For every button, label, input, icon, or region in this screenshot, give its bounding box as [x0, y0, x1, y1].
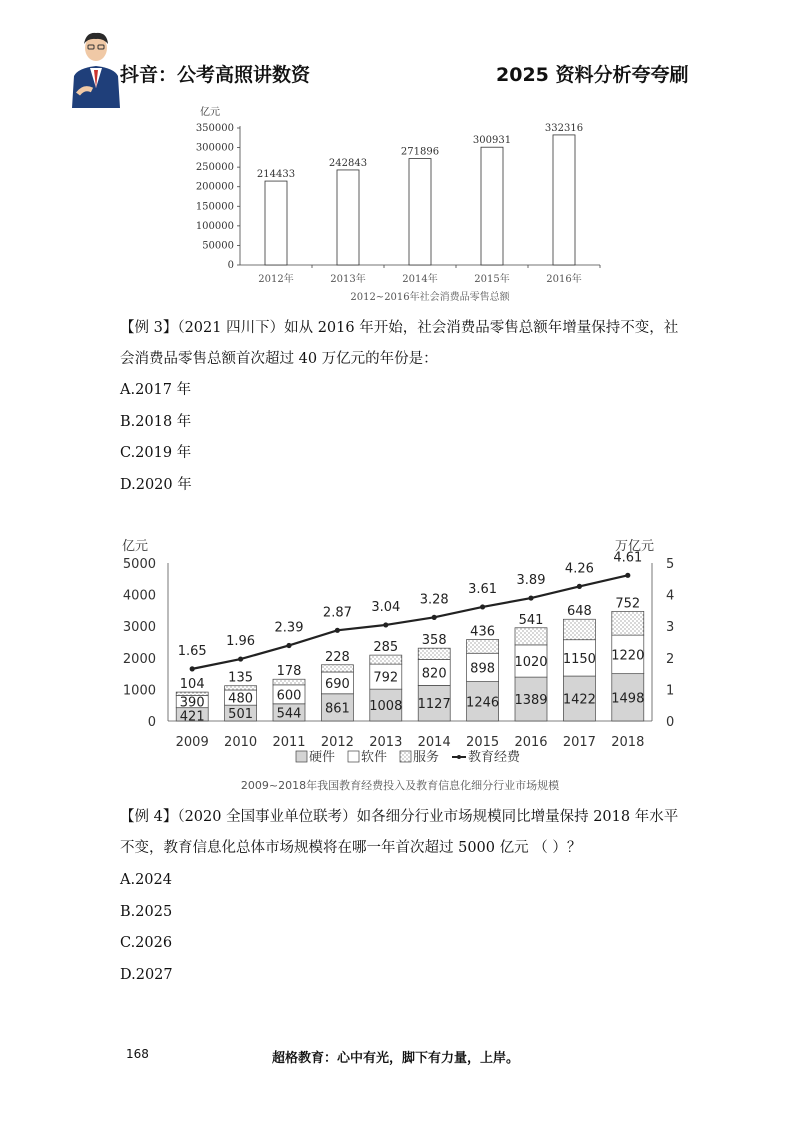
example3-question: 【例 3】（2021 四川下）如从 2016 年开始，社会消费品零售总额年增量保持不变，社会消费品零售总额首次超过 40 万亿元的年份是：	[120, 320, 679, 367]
y-tick-label: 200000	[195, 181, 234, 193]
right-tick-label: 2	[666, 651, 675, 667]
page-number: 168	[126, 1047, 149, 1061]
software-value-label: 600	[276, 688, 302, 704]
education-funding-point	[238, 656, 243, 661]
legend-label: 硬件	[309, 750, 336, 765]
left-tick-label: 4000	[122, 588, 156, 604]
hardware-value-label: 861	[324, 701, 350, 717]
y-tick-label: 50000	[202, 240, 234, 252]
x-tick-label: 2015年	[474, 274, 510, 285]
hardware-value-label: 1008	[369, 699, 403, 715]
education-funding-point	[190, 666, 195, 671]
example4-option-a: A.2024	[120, 872, 172, 888]
education-funding-point	[335, 628, 340, 633]
education-funding-point	[577, 584, 582, 589]
hardware-value-label: 1246	[466, 695, 500, 711]
bar-service	[515, 628, 547, 645]
y-tick-label: 300000	[195, 142, 234, 154]
header-right-title: 2025 资料分析夸夸刷	[496, 64, 689, 86]
page-header	[0, 0, 800, 110]
service-value-label: 285	[373, 640, 399, 656]
legend-label: 服务	[413, 750, 440, 765]
left-tick-label: 2000	[122, 651, 156, 667]
chart-title: 2009~2018年我国教育经费投入及教育信息化细分行业市场规模	[240, 779, 560, 792]
x-tick-label: 2016年	[546, 274, 582, 285]
hardware-value-label: 544	[276, 706, 302, 722]
hardware-value-label: 1389	[514, 693, 548, 709]
presenter-avatar	[68, 28, 124, 108]
service-value-label: 104	[179, 677, 205, 693]
x-tick-label: 2013年	[330, 274, 366, 285]
legend-line-marker	[457, 755, 461, 759]
bar-value-label: 300931	[472, 135, 512, 147]
bar-service	[418, 648, 450, 659]
right-tick-label: 3	[666, 620, 675, 636]
hardware-value-label: 1127	[417, 697, 451, 713]
x-tick-label: 2011	[272, 735, 306, 750]
software-value-label: 390	[179, 695, 205, 711]
x-tick-label: 2013	[369, 735, 403, 750]
legend-swatch	[400, 751, 411, 762]
education-funding-label: 3.89	[516, 573, 546, 589]
bar	[265, 181, 287, 265]
y-tick-label: 250000	[195, 162, 234, 174]
bar	[553, 135, 575, 265]
service-value-label: 135	[228, 670, 254, 686]
x-tick-label: 2016	[514, 735, 548, 750]
education-funding-point	[625, 573, 630, 578]
legend-label: 教育经费	[468, 750, 521, 765]
bar-service	[370, 655, 402, 664]
hardware-value-label: 501	[228, 707, 254, 723]
right-tick-label: 1	[666, 683, 675, 699]
software-value-label: 690	[324, 676, 350, 692]
bar-value-label: 214433	[256, 169, 296, 181]
x-tick-label: 2009	[175, 735, 209, 750]
x-tick-label: 2018	[611, 735, 645, 750]
software-value-label: 480	[228, 691, 254, 707]
example4-option-b: B.2025	[120, 904, 173, 920]
bar-value-label: 332316	[544, 122, 584, 134]
legend-swatch	[296, 751, 307, 762]
software-value-label: 898	[470, 661, 496, 677]
education-funding-point	[480, 604, 485, 609]
bar	[337, 170, 359, 265]
bar-service	[273, 679, 305, 685]
retail-sales-bar-chart	[195, 105, 620, 305]
left-axis-unit: 亿元	[122, 539, 149, 554]
service-value-label: 178	[276, 664, 302, 680]
right-tick-label: 5	[666, 557, 675, 572]
hardware-value-label: 421	[179, 709, 205, 725]
service-value-label: 436	[470, 624, 496, 640]
right-axis-unit: 万亿元	[615, 539, 655, 554]
example4-option-c: C.2026	[120, 935, 173, 951]
service-value-label: 358	[421, 633, 447, 649]
software-value-label: 820	[421, 666, 447, 682]
chart-title: 2012~2016年社会消费品零售总额	[350, 292, 510, 303]
right-tick-label: 4	[666, 588, 675, 604]
y-axis-unit: 亿元	[200, 107, 220, 118]
example3-option-a: A.2017 年	[120, 382, 192, 398]
legend-swatch	[348, 751, 359, 762]
education-funding-label: 2.39	[274, 620, 304, 636]
education-funding-point	[528, 595, 533, 600]
education-funding-point	[383, 622, 388, 627]
hardware-value-label: 1422	[562, 692, 596, 708]
x-tick-label: 2012年	[258, 274, 294, 285]
bar-service	[467, 639, 499, 653]
education-funding-label: 4.61	[613, 550, 643, 566]
footer-slogan: 超格教育：心中有光，脚下有力量，上岸。	[272, 1051, 520, 1066]
example3-option-b: B.2018 年	[120, 414, 192, 430]
software-value-label: 1020	[514, 654, 548, 670]
education-funding-label: 1.96	[226, 634, 256, 650]
bar-service	[225, 686, 257, 690]
service-value-label: 648	[566, 604, 592, 620]
bar	[409, 159, 431, 265]
software-value-label: 1220	[611, 648, 645, 664]
education-funding-label: 3.61	[468, 581, 498, 597]
x-tick-label: 2014	[417, 735, 451, 750]
left-tick-label: 3000	[122, 620, 156, 636]
education-informatization-chart	[110, 534, 690, 796]
hardware-value-label: 1498	[611, 691, 645, 707]
right-tick-label: 0	[666, 715, 675, 730]
education-funding-label: 3.28	[419, 592, 449, 608]
example3-option-d: D.2020 年	[120, 477, 192, 493]
service-value-label: 541	[518, 612, 544, 628]
x-tick-label: 2014年	[402, 274, 438, 285]
x-tick-label: 2010	[224, 735, 258, 750]
education-funding-point	[432, 615, 437, 620]
bar-service	[563, 619, 595, 639]
bar-value-label: 271896	[400, 146, 440, 158]
bar	[481, 147, 503, 265]
legend-label: 软件	[361, 750, 388, 765]
education-funding-label: 3.04	[371, 599, 401, 615]
left-tick-label: 5000	[122, 557, 156, 572]
left-tick-label: 0	[147, 715, 156, 730]
y-tick-label: 0	[227, 260, 234, 271]
y-tick-label: 100000	[195, 220, 234, 232]
education-funding-label: 2.87	[322, 605, 352, 621]
example4-question: 【例 4】（2020 全国事业单位联考）如各细分行业市场规模同比增量保持 2018 年水平不变，教育信息化总体市场规模将在哪一年首次超过 5000 亿元 （ ）？	[120, 809, 679, 856]
service-value-label: 228	[324, 649, 350, 665]
education-funding-label: 4.26	[564, 561, 594, 577]
y-tick-label: 350000	[195, 123, 234, 134]
education-funding-label: 1.65	[177, 643, 207, 659]
example4-option-d: D.2027	[120, 967, 173, 983]
software-value-label: 792	[373, 670, 399, 686]
x-tick-label: 2015	[466, 735, 500, 750]
x-tick-label: 2017	[562, 735, 596, 750]
header-left-title: 抖音：公考高照讲数资	[120, 64, 311, 86]
bar-service	[321, 665, 353, 672]
left-tick-label: 1000	[122, 683, 156, 699]
bar-service	[612, 611, 644, 635]
software-value-label: 1150	[562, 651, 596, 667]
service-value-label: 752	[615, 596, 641, 612]
x-tick-label: 2012	[320, 735, 354, 750]
example3-option-c: C.2019 年	[120, 445, 192, 461]
education-funding-point	[286, 643, 291, 648]
bar-value-label: 242843	[328, 157, 368, 169]
y-tick-label: 150000	[195, 201, 234, 213]
